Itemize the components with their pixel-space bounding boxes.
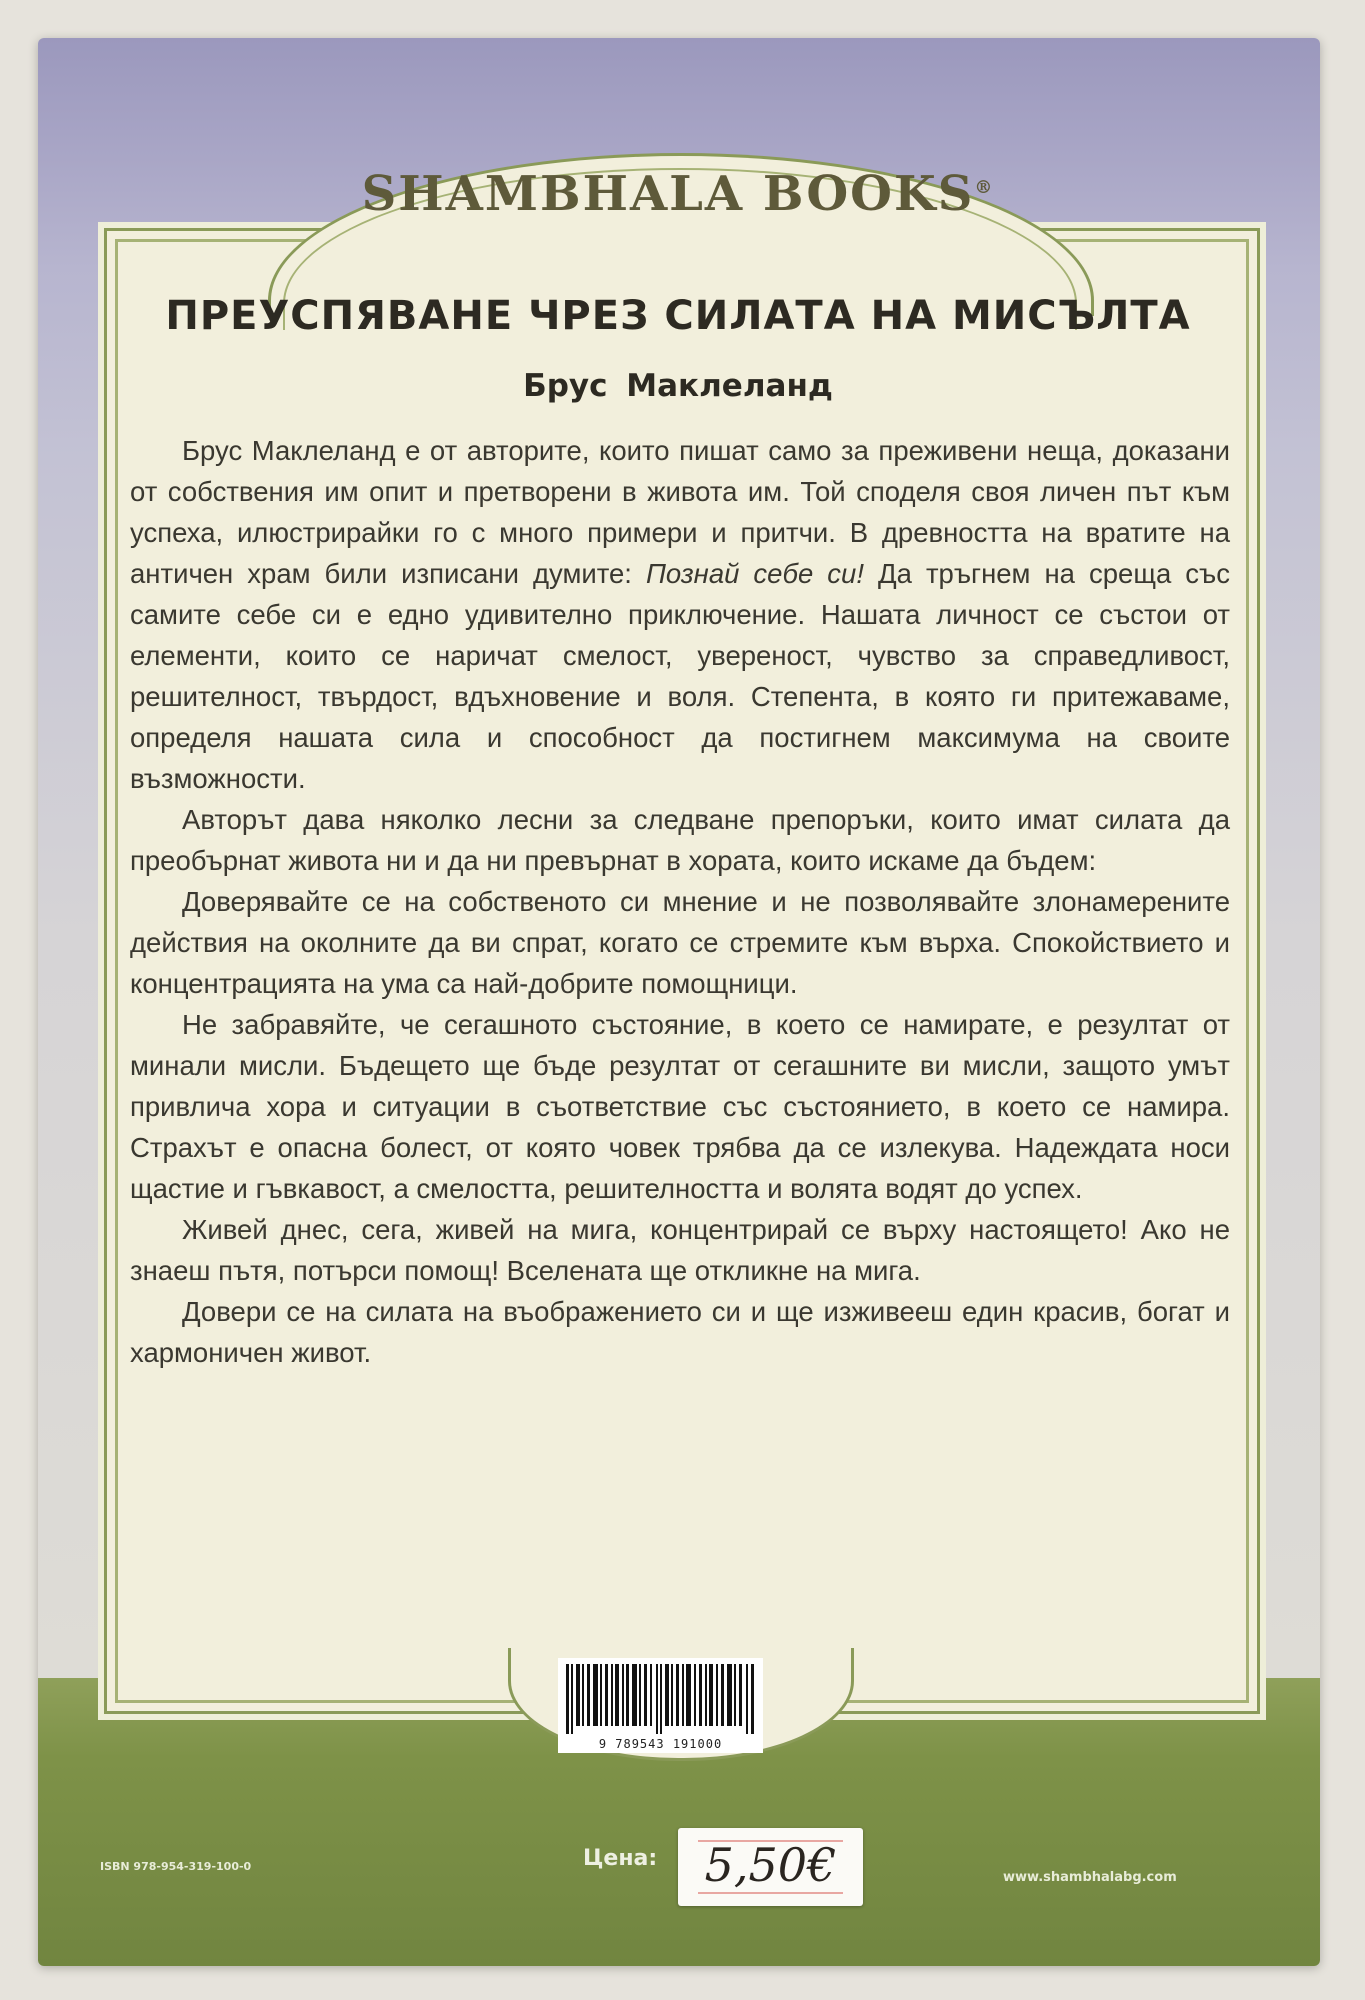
- book-title: ПРЕУСПЯВАНЕ ЧРЕЗ СИЛАТА НА МИСЪЛТА: [165, 293, 1191, 339]
- sticker-stripe: [698, 1892, 843, 1894]
- description-emphasis: Познай себе си!: [645, 558, 864, 589]
- description-text: Да тръгнем на среща със самите себе си е едно удивително приключение. Нашата личност се състои от елементи, които се наричат смелост, увереност, чувство за справедливост, решителност, твърдост, вдъхновение и воля. Степента, в която ги притежаваме, определя нашата сила и способност да постигнем максимума на своите възможности.: [130, 558, 1230, 794]
- description-paragraph-3: Доверявайте се на собственото си мнение и не позволявайте злонамерените действия на околните да ви спрат, когато се стремите към върха. Спокойствието и концентрацията на ума са най-добрите помощници.: [130, 886, 1230, 999]
- description-paragraph-6: Довери се на силата на въображението си и ще изживееш един красив, богат и хармоничен живот.: [130, 1296, 1230, 1368]
- description-paragraph-1: [130, 430, 1230, 799]
- description-paragraph-5: Живей днес, сега, живей на мига, концентрирай се върху настоящето! Ако не знаеш пътя, потърси помощ! Вселената ще откликне на мига.: [130, 1214, 1230, 1286]
- publisher-website: www.shambhalabg.com: [1003, 1870, 1177, 1885]
- description-paragraph-2: Авторът дава няколко лесни за следване препоръки, които имат силата да преобърнат живота ни и да ни превърнат в хората, които искаме да бъдем:: [130, 804, 1230, 876]
- publisher-logo: [328, 166, 1028, 222]
- isbn-barcode: [558, 1658, 763, 1753]
- publisher-name: SHAMBHALA BOOKS: [361, 166, 975, 222]
- barcode-bars: [566, 1664, 756, 1734]
- description-text: Брус Маклеланд е от авторите, които пишат само за преживени неща, доказани от собствения им опит и претворени в живота им. Той споделя своя личен път към успеха, илюстрирайки го с много примери и притчи. В древността на вратите на античен храм били изписани думите:: [130, 435, 1230, 589]
- book-description: [130, 430, 1230, 1373]
- book-back-cover: [38, 38, 1320, 1966]
- description-paragraph-4: Не забравяйте, че сегашното състояние, в което се намирате, е резултат от минали мисли. Бъдещето ще бъде резултат от сегашните ви мисли, защото умът привлича хора и ситуации в съответствие със състоянието, в което се намира. Страхът е опасна болест, от която човек трябва да се излекува. Надеждата носи щастие и гъвкавост, а смелостта, решителността и волята водят до успех.: [130, 1009, 1230, 1204]
- price-label: Цена:: [583, 1846, 658, 1871]
- barcode-digits: 9 789543 191000: [598, 1737, 723, 1751]
- price-sticker: [678, 1828, 863, 1906]
- price-value: 5,50€: [704, 1838, 837, 1892]
- isbn-number: ISBN 978-954-319-100-0: [100, 1860, 252, 1873]
- book-author: Брус Маклеланд: [523, 368, 833, 404]
- registered-mark: ®: [974, 177, 995, 198]
